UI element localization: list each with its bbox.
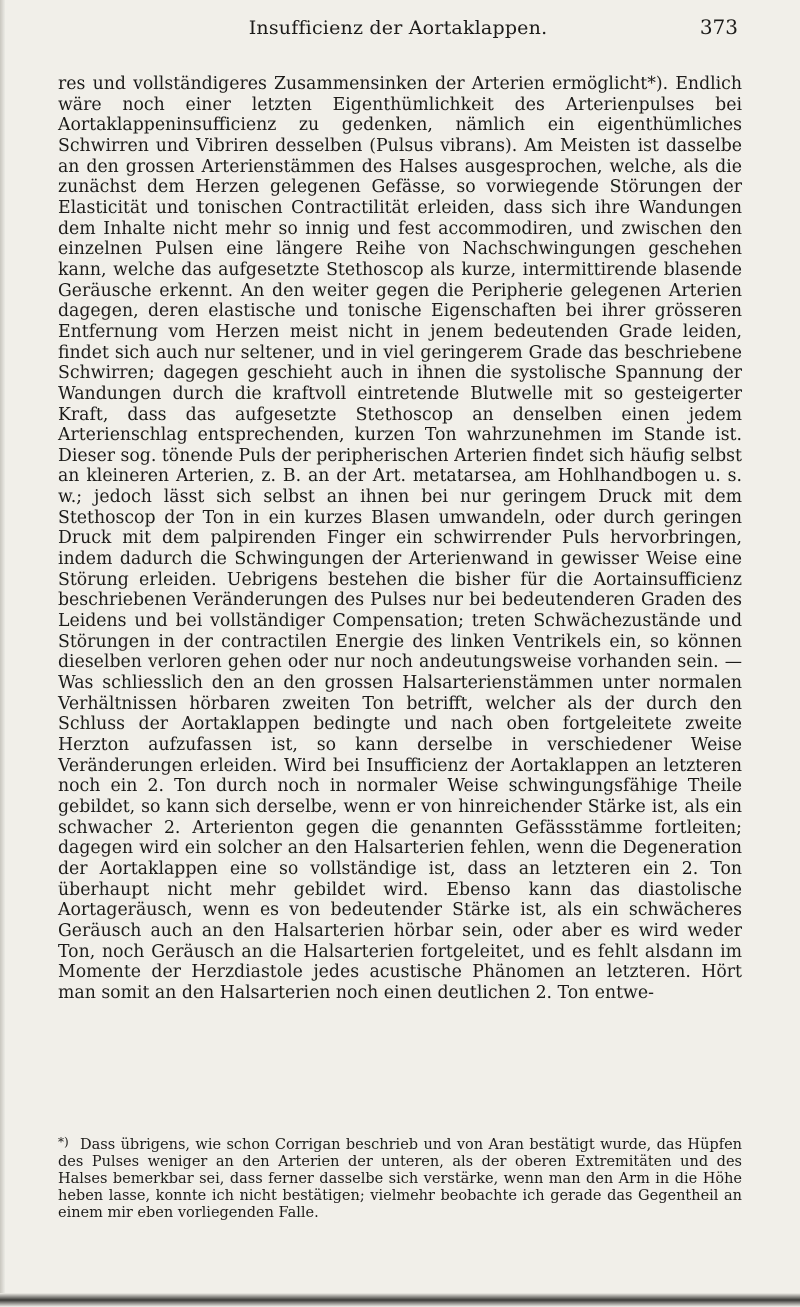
footnote-text: Dass übrigens, wie schon Corrigan beschrieb und von Aran bestätigt wurde, das Hüpfen des Pulses weniger an den Arterien der unteren, als der oberen Extremitäten und des Halses bemerkbar sei, dass ferner dasselbe sich verstärke, wenn man den Arm in die Höhe heben lasse, konnte ich nicht bestätigen; vielmehr beobachte ich gerade das Gegentheil an einem mir eben vorliegenden Falle.	[58, 1137, 742, 1221]
page-number: 373	[699, 15, 738, 39]
page-header	[58, 12, 738, 42]
page-bottom-edge	[0, 1293, 800, 1307]
footnote-marker: *)	[58, 1135, 69, 1149]
page-left-edge	[0, 0, 5, 1307]
running-title: Insufficienz der Aortaklappen.	[248, 17, 548, 39]
body-paragraph: res und vollständigeres Zusammensinken der Arterien ermöglicht*). Endlich wäre noch einer letzten Eigenthümlichkeit des Arterienpulses bei Aortaklappeninsufficienz zu gedenken, nämlich ein eigenthümliches Schwirren und Vibriren desselben (Pulsus vibrans). Am Meisten ist dasselbe an den grossen Arterienstämmen des Halses ausgesprochen, welche, als die zunächst dem Herzen gelegenen Gefässe, so vorwiegende Störungen der Elasticität und tonischen Contractilität erleiden, dass sich ihre Wandungen dem Inhalte nicht mehr so innig und fest accommodiren, und zwischen den einzelnen Pulsen eine längere Reihe von Nachschwingungen geschehen kann, welche das aufgesetzte Stethoscop als kurze, intermittirende blasende Geräusche erkennt. An den weiter gegen die Peripherie gelegenen Arterien dagegen, deren elastische und tonische Eigenschaften bei ihrer grösseren Entfernung vom Herzen meist nicht in jenem bedeutenden Grade leiden, findet sich auch nur seltener, und in viel geringerem Grade das beschriebene Schwirren; dagegen geschieht auch in ihnen die systolische Spannung der Wandungen durch die kraftvoll eintretende Blutwelle mit so gesteigerter Kraft, dass das aufgesetzte Stethoscop an denselben einen jedem Arterienschlag entsprechenden, kurzen Ton wahrzunehmen im Stande ist. Dieser sog. tönende Puls der peripherischen Arterien findet sich häufig selbst an kleineren Arterien, z. B. an der Art. metatarsea, am Hohlhandbogen u. s. w.; jedoch lässt sich selbst an ihnen bei nur geringem Druck mit dem Stethoscop der Ton in ein kurzes Blasen umwandeln, oder durch geringen Druck mit dem palpirenden Finger ein schwirrender Puls hervorbringen, indem dadurch die Schwingungen der Arterienwand in gewisser Weise eine Störung erleiden. Uebrigens bestehen die bisher für die Aortainsufficienz beschriebenen Veränderungen des Pulses nur bei bedeutenderen Graden des Leidens und bei vollständiger Compensation; treten Schwächezustände und Störungen in der contractilen Energie des linken Ventrikels ein, so können dieselben verloren gehen oder nur noch andeutungsweise vorhanden sein. — Was schliesslich den an den grossen Halsarterienstämmen unter normalen Verhältnissen hörbaren zweiten Ton betrifft, welcher als der durch den Schluss der Aortaklappen bedingte und nach oben fortgeleitete zweite Herzton aufzufassen ist, so kann derselbe in verschiedener Weise Veränderungen erleiden. Wird bei Insufficienz der Aortaklappen an letzteren noch ein 2. Ton durch noch in normaler Weise schwingungsfähige Theile gebildet, so kann sich derselbe, wenn er von hinreichender Stärke ist, als ein schwacher 2. Arterienton gegen die genannten Gefässstämme fortleiten; dagegen wird ein solcher an den Halsarterien fehlen, wenn die Degeneration der Aortaklappen eine so vollständige ist, dass an letzteren ein 2. Ton überhaupt nicht mehr gebildet wird. Ebenso kann das diastolische Aortageräusch, wenn es von bedeutender Stärke ist, als ein schwächeres Geräusch auch an den Halsarterien hörbar sein, oder aber es wird weder Ton, noch Geräusch an die Halsarterien fortgeleitet, und es fehlt alsdann im Momente der Herzdiastole jedes acustische Phänomen an letzteren. Hört man somit an den Halsarterien noch einen deutlichen 2. Ton entwe-	[58, 74, 742, 1003]
footnote	[58, 1137, 742, 1222]
